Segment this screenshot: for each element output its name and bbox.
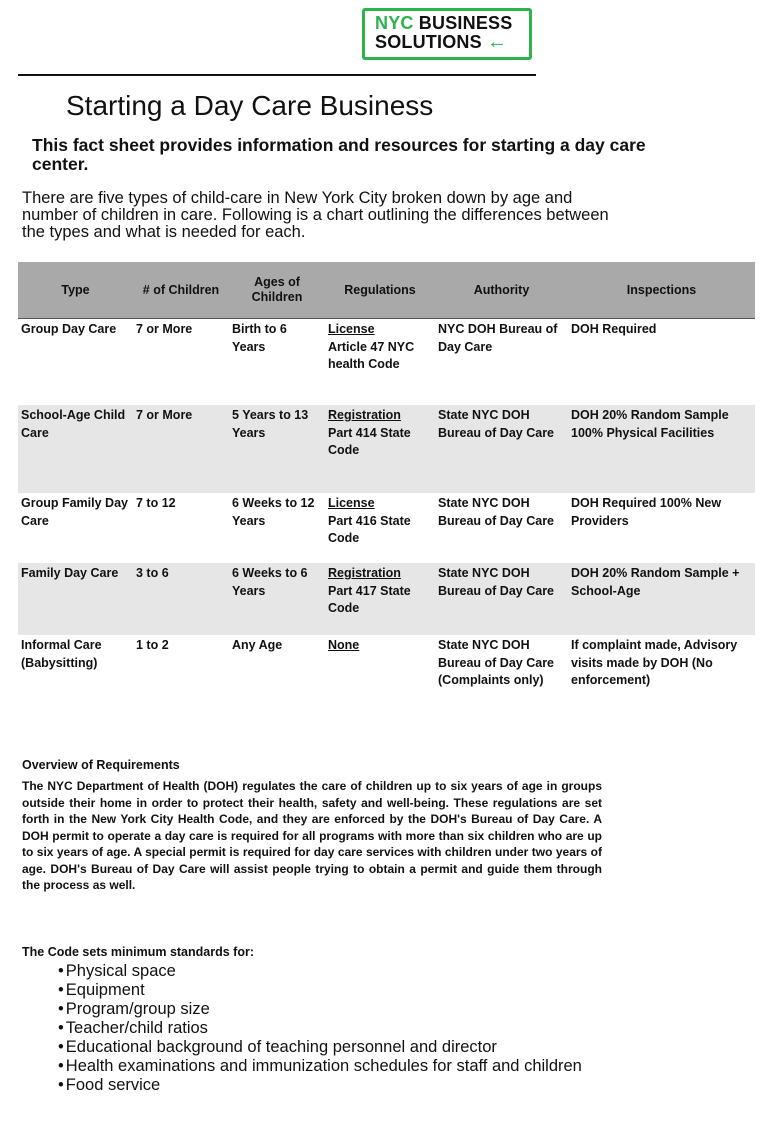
table-row [18, 405, 755, 493]
list-item: • Program/group size [58, 1000, 606, 1019]
logo-business: BUSINESS [413, 13, 513, 33]
cell-children: 7 or More [133, 405, 229, 493]
cell-type: Family Day Care [18, 563, 133, 635]
list-item: • Educational background of teaching personnel and director [58, 1038, 606, 1057]
cell-inspections: If complaint made, Advisory visits made by DOH (No enforcement) [571, 638, 738, 687]
cell-authority: NYC DOH Bureau of Day Care [438, 322, 558, 354]
cell-authority: State NYC DOH Bureau of Day Care [435, 563, 568, 635]
column-header-type: Type [18, 262, 133, 319]
cell-authority: State NYC DOH Bureau of Day Care [435, 405, 568, 493]
child-care-types-table [18, 262, 755, 743]
regulation-detail: Article 47 NYC health Code [328, 339, 415, 371]
cell-type: Informal Care (Babysitting) [21, 638, 102, 670]
column-header-inspections: Inspections [568, 262, 755, 319]
standards-list [58, 962, 606, 1095]
cell-children: 7 or More [136, 322, 193, 336]
cell-authority: State NYC DOH Bureau of Day Care [438, 496, 555, 528]
cell-inspections: DOH 20% Random Sample + School-Age [568, 563, 755, 635]
standards-heading: The Code sets minimum standards for: [22, 945, 254, 959]
column-header-children: # of Children [133, 262, 229, 319]
cell-children: 1 to 2 [136, 638, 169, 652]
overview-heading: Overview of Requirements [22, 758, 180, 772]
cell-regulations [325, 563, 435, 635]
cell-ages: Any Age [232, 638, 283, 652]
cell-inspections: DOH 20% Random Sample 100% Physical Facilities [568, 405, 755, 493]
regulation-link[interactable]: License [328, 322, 375, 336]
cell-type: Group Family Day Care [21, 496, 128, 528]
list-item: • Physical space [58, 962, 606, 981]
table-row [18, 563, 755, 635]
column-header-authority: Authority [435, 262, 568, 319]
cell-regulations [325, 405, 435, 493]
cell-regulations [325, 319, 435, 406]
nyc-business-solutions-logo [362, 8, 532, 60]
regulation-link[interactable]: Registration [328, 566, 401, 580]
logo-nyc: NYC [375, 13, 414, 33]
cell-ages: 6 Weeks to 6 Years [229, 563, 325, 635]
cell-ages: Birth to 6 Years [232, 322, 287, 354]
regulation-link[interactable]: License [328, 496, 375, 510]
column-header-regulations: Regulations [325, 262, 435, 319]
cell-children: 7 to 12 [136, 496, 176, 510]
cell-authority: State NYC DOH Bureau of Day Care (Complaints only) [438, 638, 555, 687]
regulation-link[interactable]: Registration [328, 408, 401, 422]
cell-type: Group Day Care [21, 322, 117, 336]
overview-paragraph: The NYC Department of Health (DOH) regulates the care of children up to six years of age in groups outside their home in order to protect their health, safety and well-being. These regulations are set forth in the New York City Health Code, and they are enforced by the DOH's Bureau of Day Care. A DOH permit to operate a day care is required for all programs with more than six children who are up to six years of age. A special permit is required for day care services with children under two years of age. DOH's Bureau of Day Care will assist people trying to obtain a permit and guide them through the process as well. [22, 779, 602, 892]
table-header-row [18, 262, 755, 319]
arrow-left-icon: ← [487, 31, 508, 53]
column-header-ages: Ages of Children [229, 262, 325, 319]
cell-ages: 5 Years to 13 Years [229, 405, 325, 493]
list-item: • Health examinations and immunization schedules for staff and children [58, 1057, 606, 1076]
cell-regulations [325, 493, 435, 563]
cell-inspections: DOH Required 100% New Providers [571, 496, 722, 528]
list-item: • Equipment [58, 981, 606, 1000]
table-row [18, 635, 755, 743]
list-item: • Food service [58, 1076, 606, 1095]
intro-paragraph: There are five types of child-care in New York City broken down by age and number of children in care. Following is a chart outlining the differences between the types and what is needed for each. [22, 189, 609, 241]
table-row [18, 493, 755, 563]
list-item: • Teacher/child ratios [58, 1019, 606, 1038]
page-title: Starting a Day Care Business [66, 90, 434, 121]
cell-type: School-Age Child Care [18, 405, 133, 493]
table-row [18, 319, 755, 406]
header-divider [18, 74, 536, 76]
regulation-detail: Part 416 State Code [328, 513, 411, 545]
regulation-detail: Part 417 State Code [328, 583, 411, 615]
logo-solutions: SOLUTIONS [375, 32, 482, 52]
page-subtitle: This fact sheet provides information and resources for starting a day care center. [32, 135, 646, 174]
cell-regulations [325, 635, 435, 743]
regulation-link[interactable]: None [328, 638, 360, 652]
cell-inspections: DOH Required [571, 322, 657, 336]
regulation-detail: Part 414 State Code [328, 425, 411, 457]
cell-children: 3 to 6 [133, 563, 229, 635]
cell-ages: 6 Weeks to 12 Years [232, 496, 315, 528]
